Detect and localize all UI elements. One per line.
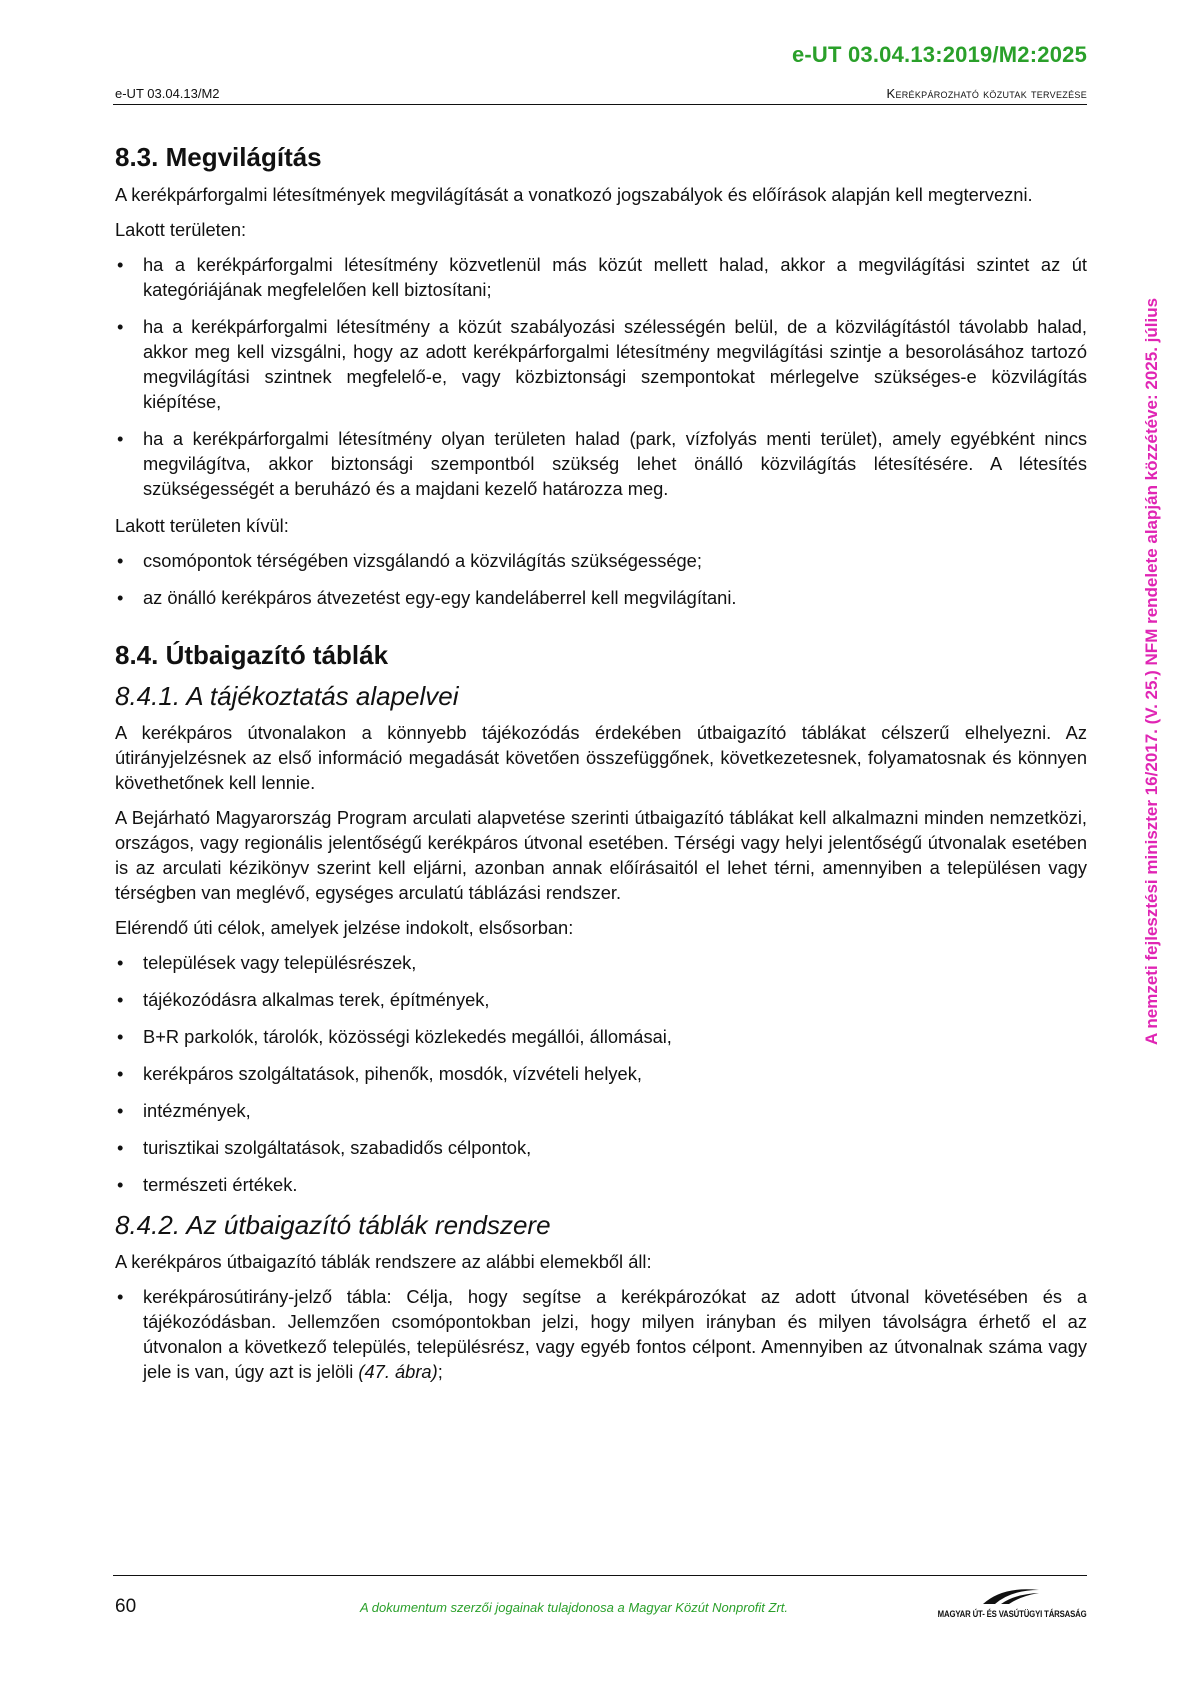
list-item: • ha a kerékpárforgalmi létesítmény olyan területen halad (park, vízfolyás menti terület), amely egyébként nincs megvilágítva, akkor biztonsági szempontból szükség lehet önálló közvilágítás létesítésére. A létesítés szükségességét a beruházó és a majdani kezelő határozza meg. — [115, 426, 1087, 501]
list-item: • B+R parkolók, tárolók, közösségi közlekedés megállói, állomásai, — [115, 1024, 1087, 1049]
section-8-3-title: 8.3. Megvilágítás — [115, 142, 322, 172]
sign-system-intro: A kerékpáros útbaigazító táblák rendszere az alábbi elemekből áll: — [115, 1251, 652, 1272]
outside-built-up-list — [115, 548, 1087, 610]
society-logo — [911, 1584, 1087, 1620]
inside-built-up-label: Lakott területen: — [115, 219, 247, 240]
list-item: • intézmények, — [115, 1098, 1087, 1123]
list-item — [115, 1284, 1087, 1384]
logo-swoosh-icon — [981, 1584, 1041, 1606]
header-standard-id: e-UT 03.04.13/M2 — [115, 86, 220, 101]
page-content — [115, 140, 1087, 1396]
list-item: • ha a kerékpárforgalmi létesítmény a közút szabályozási szélességén belül, de a közvilágítástól távolabb halad, akkor meg kell vizsgálni, hogy az adott kerékpárforgalmi létesítmény megvilágítási szintje a besorolásához tartozó megvilágítási szintnek megfelelő-e, vagy közbiztonsági szempontokat mérlegelve szükséges-e közvilágítás kiépítése, — [115, 314, 1087, 414]
section-8-4-title: 8.4. Útbaigazító táblák — [115, 640, 389, 670]
list-item: • természeti értékek. — [115, 1172, 1087, 1197]
list-item: • kerékpáros szolgáltatások, pihenők, mosdók, vízvételi helyek, — [115, 1061, 1087, 1086]
header-chapter-title: Kerékpározható közutak tervezése — [886, 86, 1087, 101]
figure-reference: (47. ábra) — [358, 1361, 438, 1382]
sign-system-list — [115, 1284, 1087, 1384]
list-item: • csomópontok térségében vizsgálandó a közvilágítás szükségessége; — [115, 548, 1087, 573]
list-item: • települések vagy településrészek, — [115, 950, 1087, 975]
principles-paragraph-1: A kerékpáros útvonalakon a könnyebb tájékozódás érdekében útbaigazító táblákat célszerű elhelyezni. Az útirányjelzésnek az első információ megadását követően összefüggőnek, következetesnek, folyamatosnak és könnyen követhetőnek kell lennie. — [115, 722, 1087, 793]
principles-paragraph-2: A Bejárható Magyarország Program arculati alapvetése szerinti útbaigazító táblákat kell alkalmazni minden nemzetközi, országos, vagy regionális jelentőségű kerékpáros útvonal esetében. Térségi vagy helyi jelentőségű útvonalak esetében is az arculati kézikönyv szerint kell eljárni, azonban annak előírásaitól el lehet térni, amennyiben a településen vagy térségben van meglévő, egységes arculatú táblázási rendszer. — [115, 807, 1087, 903]
document-code: e-UT 03.04.13:2019/M2:2025 — [791, 42, 1087, 67]
list-item: • tájékozódásra alkalmas terek, építmények, — [115, 987, 1087, 1012]
list-item: • turisztikai szolgáltatások, szabadidős célpontok, — [115, 1135, 1087, 1160]
lighting-intro: A kerékpárforgalmi létesítmények megvilágítását a vonatkozó jogszabályok és előírások alapján kell megtervezni. — [115, 184, 1033, 205]
destinations-intro: Elérendő úti célok, amelyek jelzése indokolt, elsősorban: — [115, 917, 574, 938]
logo-text: MAGYAR ÚT- ÉS VASÚTÜGYI TÁRSASÁG — [938, 1609, 1087, 1620]
sign-description: kerékpárosútirány-jelző tábla: Célja, hogy segítse a kerékpározókat az adott útvonal követésében és a tájékozódásban. Jellemzően csomópontokban jelzi, hogy milyen irányban és milyen távolságra érhető el az útvonalon a következő település, településrész, vagy egyéb fontos célpont. Amennyiben az útvonalnak száma vagy jele is van, úgy azt is jelöli — [143, 1286, 1087, 1382]
list-item: • ha a kerékpárforgalmi létesítmény közvetlenül más közút mellett halad, akkor a megvilágítási szintet az út kategóriájának megfelelően kell biztosítani; — [115, 252, 1087, 302]
subsection-8-4-2-title: 8.4.2. Az útbaigazító táblák rendszere — [115, 1210, 551, 1240]
destinations-list — [115, 950, 1087, 1197]
outside-built-up-label: Lakott területen kívül: — [115, 515, 289, 536]
header-divider — [113, 104, 1087, 105]
page-number: 60 — [115, 1596, 137, 1617]
list-item: • az önálló kerékpáros átvezetést egy-egy kandeláberrel kell megvilágítani. — [115, 585, 1087, 610]
publication-side-note: A nemzeti fejlesztési miniszter 16/2017. (V. 25.) NFM rendelete alapján közzétéve: 2025. július — [1142, 297, 1161, 1045]
inside-built-up-list — [115, 252, 1087, 501]
copyright-notice: A dokumentum szerzői jogainak tulajdonosa a Magyar Közút Nonprofit Zrt. — [360, 1600, 789, 1615]
subsection-8-4-1-title: 8.4.1. A tájékoztatás alapelvei — [115, 681, 459, 711]
footer-divider — [113, 1575, 1087, 1576]
list-item-end: ; — [437, 1361, 443, 1382]
